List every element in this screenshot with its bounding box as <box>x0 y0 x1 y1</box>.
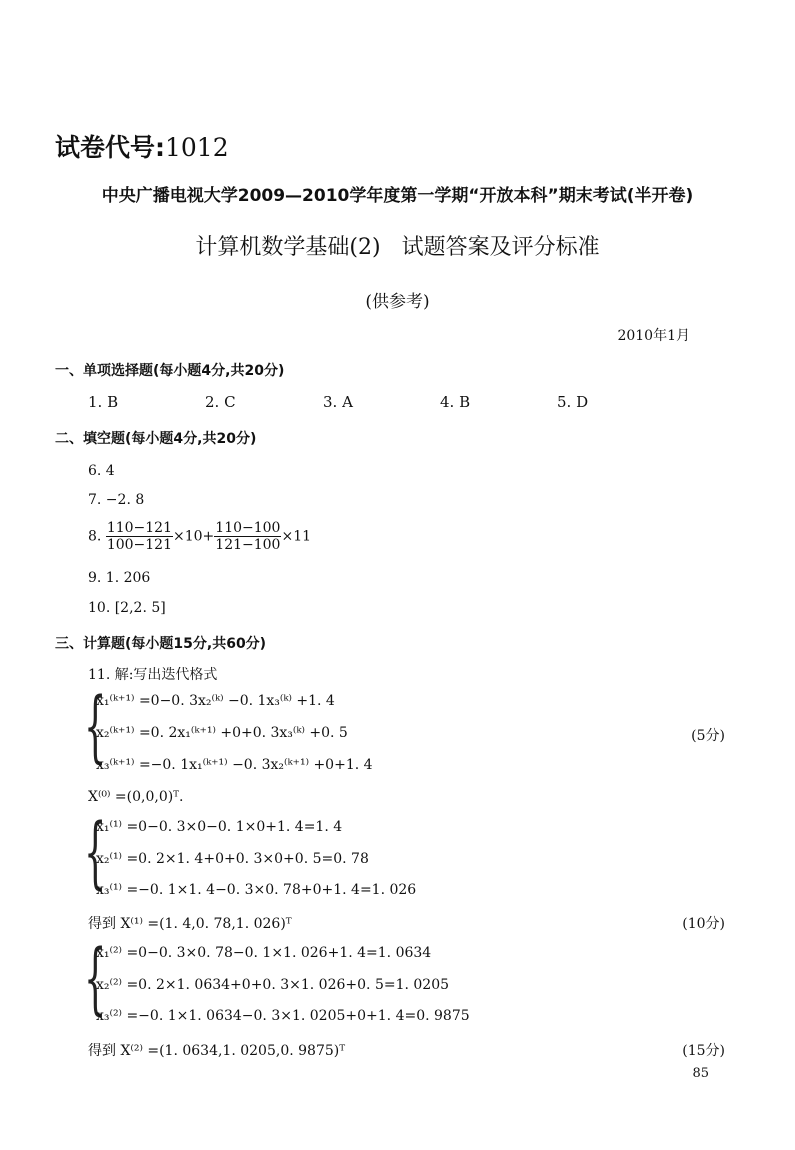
reference-note: (供参考) <box>365 292 430 312</box>
q8-middle: ×10+ <box>173 528 215 545</box>
mc-answer-2: 2. C <box>205 393 236 411</box>
step2-eq-3: x₃⁽²⁾ =−0. 1×1. 0634−0. 3×1. 0205+0+1. 4=0. 9875 <box>96 1008 470 1024</box>
points-5: (5分) <box>691 728 725 744</box>
q8-fraction-1 <box>106 520 173 553</box>
q11-intro: 11. 解:写出迭代格式 <box>88 667 218 683</box>
left-brace-icon: { <box>84 934 107 1024</box>
q8-fraction-2 <box>214 520 281 553</box>
fill-answer-7: 7. −2. 8 <box>88 492 145 508</box>
q8-frac2-denominator: 121−100 <box>215 537 281 553</box>
mc-answer-4: 4. B <box>440 393 471 411</box>
section2-heading: 二、填空题(每小题4分,共20分) <box>55 431 257 447</box>
mc-answer-5: 5. D <box>557 393 589 411</box>
step1-eq-2: x₂⁽¹⁾ =0. 2×1. 4+0+0. 3×0+0. 5=0. 78 <box>96 851 369 867</box>
points-15: (15分) <box>682 1043 725 1059</box>
left-brace-icon: { <box>84 682 107 772</box>
subject-title: 计算机数学基础(2) 试题答案及评分标准 <box>195 235 600 260</box>
section3-heading: 三、计算题(每小题15分,共60分) <box>55 636 267 652</box>
fill-answer-6: 6. 4 <box>88 463 115 479</box>
paper-code-label: 试卷代号: <box>55 133 165 162</box>
q8-frac1-denominator: 100−121 <box>106 537 172 553</box>
exam-date: 2010年1月 <box>617 328 690 344</box>
iteration-eq-3: x₃⁽ᵏ⁺¹⁾ =−0. 1x₁⁽ᵏ⁺¹⁾ −0. 3x₂⁽ᵏ⁺¹⁾ +0+1. 4 <box>96 757 373 773</box>
q8-frac2-numerator: 110−100 <box>215 520 281 536</box>
mc-answer-1: 1. B <box>88 393 119 411</box>
step1-eq-1: x₁⁽¹⁾ =0−0. 3×0−0. 1×0+1. 4=1. 4 <box>96 819 343 835</box>
section1-heading: 一、单项选择题(每小题4分,共20分) <box>55 363 285 379</box>
fill-answer-8 <box>88 520 311 553</box>
paper-code-number: 1012 <box>165 133 229 162</box>
fill-answer-9: 9. 1. 206 <box>88 570 151 586</box>
iteration-eq-1: x₁⁽ᵏ⁺¹⁾ =0−0. 3x₂⁽ᵏ⁾ −0. 1x₃⁽ᵏ⁾ +1. 4 <box>96 693 335 709</box>
left-brace-icon: { <box>84 808 107 898</box>
q8-frac1-numerator: 110−121 <box>106 520 172 536</box>
result-2: 得到 X⁽²⁾ =(1. 0634,1. 0205,0. 9875)ᵀ <box>88 1043 346 1059</box>
fill-answer-10: 10. [2,2. 5] <box>88 600 166 616</box>
page-number: 85 <box>692 1066 709 1081</box>
step1-eq-3: x₃⁽¹⁾ =−0. 1×1. 4−0. 3×0. 78+0+1. 4=1. 026 <box>96 882 417 898</box>
q8-suffix: ×11 <box>281 528 312 545</box>
result-1: 得到 X⁽¹⁾ =(1. 4,0. 78,1. 026)ᵀ <box>88 916 292 932</box>
step2-eq-1: x₁⁽²⁾ =0−0. 3×0. 78−0. 1×1. 026+1. 4=1. 0634 <box>96 945 432 961</box>
points-10: (10分) <box>682 916 725 932</box>
step2-eq-2: x₂⁽²⁾ =0. 2×1. 0634+0+0. 3×1. 026+0. 5=1. 0205 <box>96 977 450 993</box>
initial-vector: X⁽⁰⁾ =(0,0,0)ᵀ. <box>88 789 184 805</box>
iteration-eq-2: x₂⁽ᵏ⁺¹⁾ =0. 2x₁⁽ᵏ⁺¹⁾ +0+0. 3x₃⁽ᵏ⁾ +0. 5 <box>96 725 348 741</box>
mc-answer-3: 3. A <box>323 393 353 411</box>
paper-code <box>55 128 229 164</box>
exam-title: 中央广播电视大学2009—2010学年度第一学期“开放本科”期末考试(半开卷) <box>101 186 694 206</box>
q8-prefix: 8. <box>88 528 102 545</box>
